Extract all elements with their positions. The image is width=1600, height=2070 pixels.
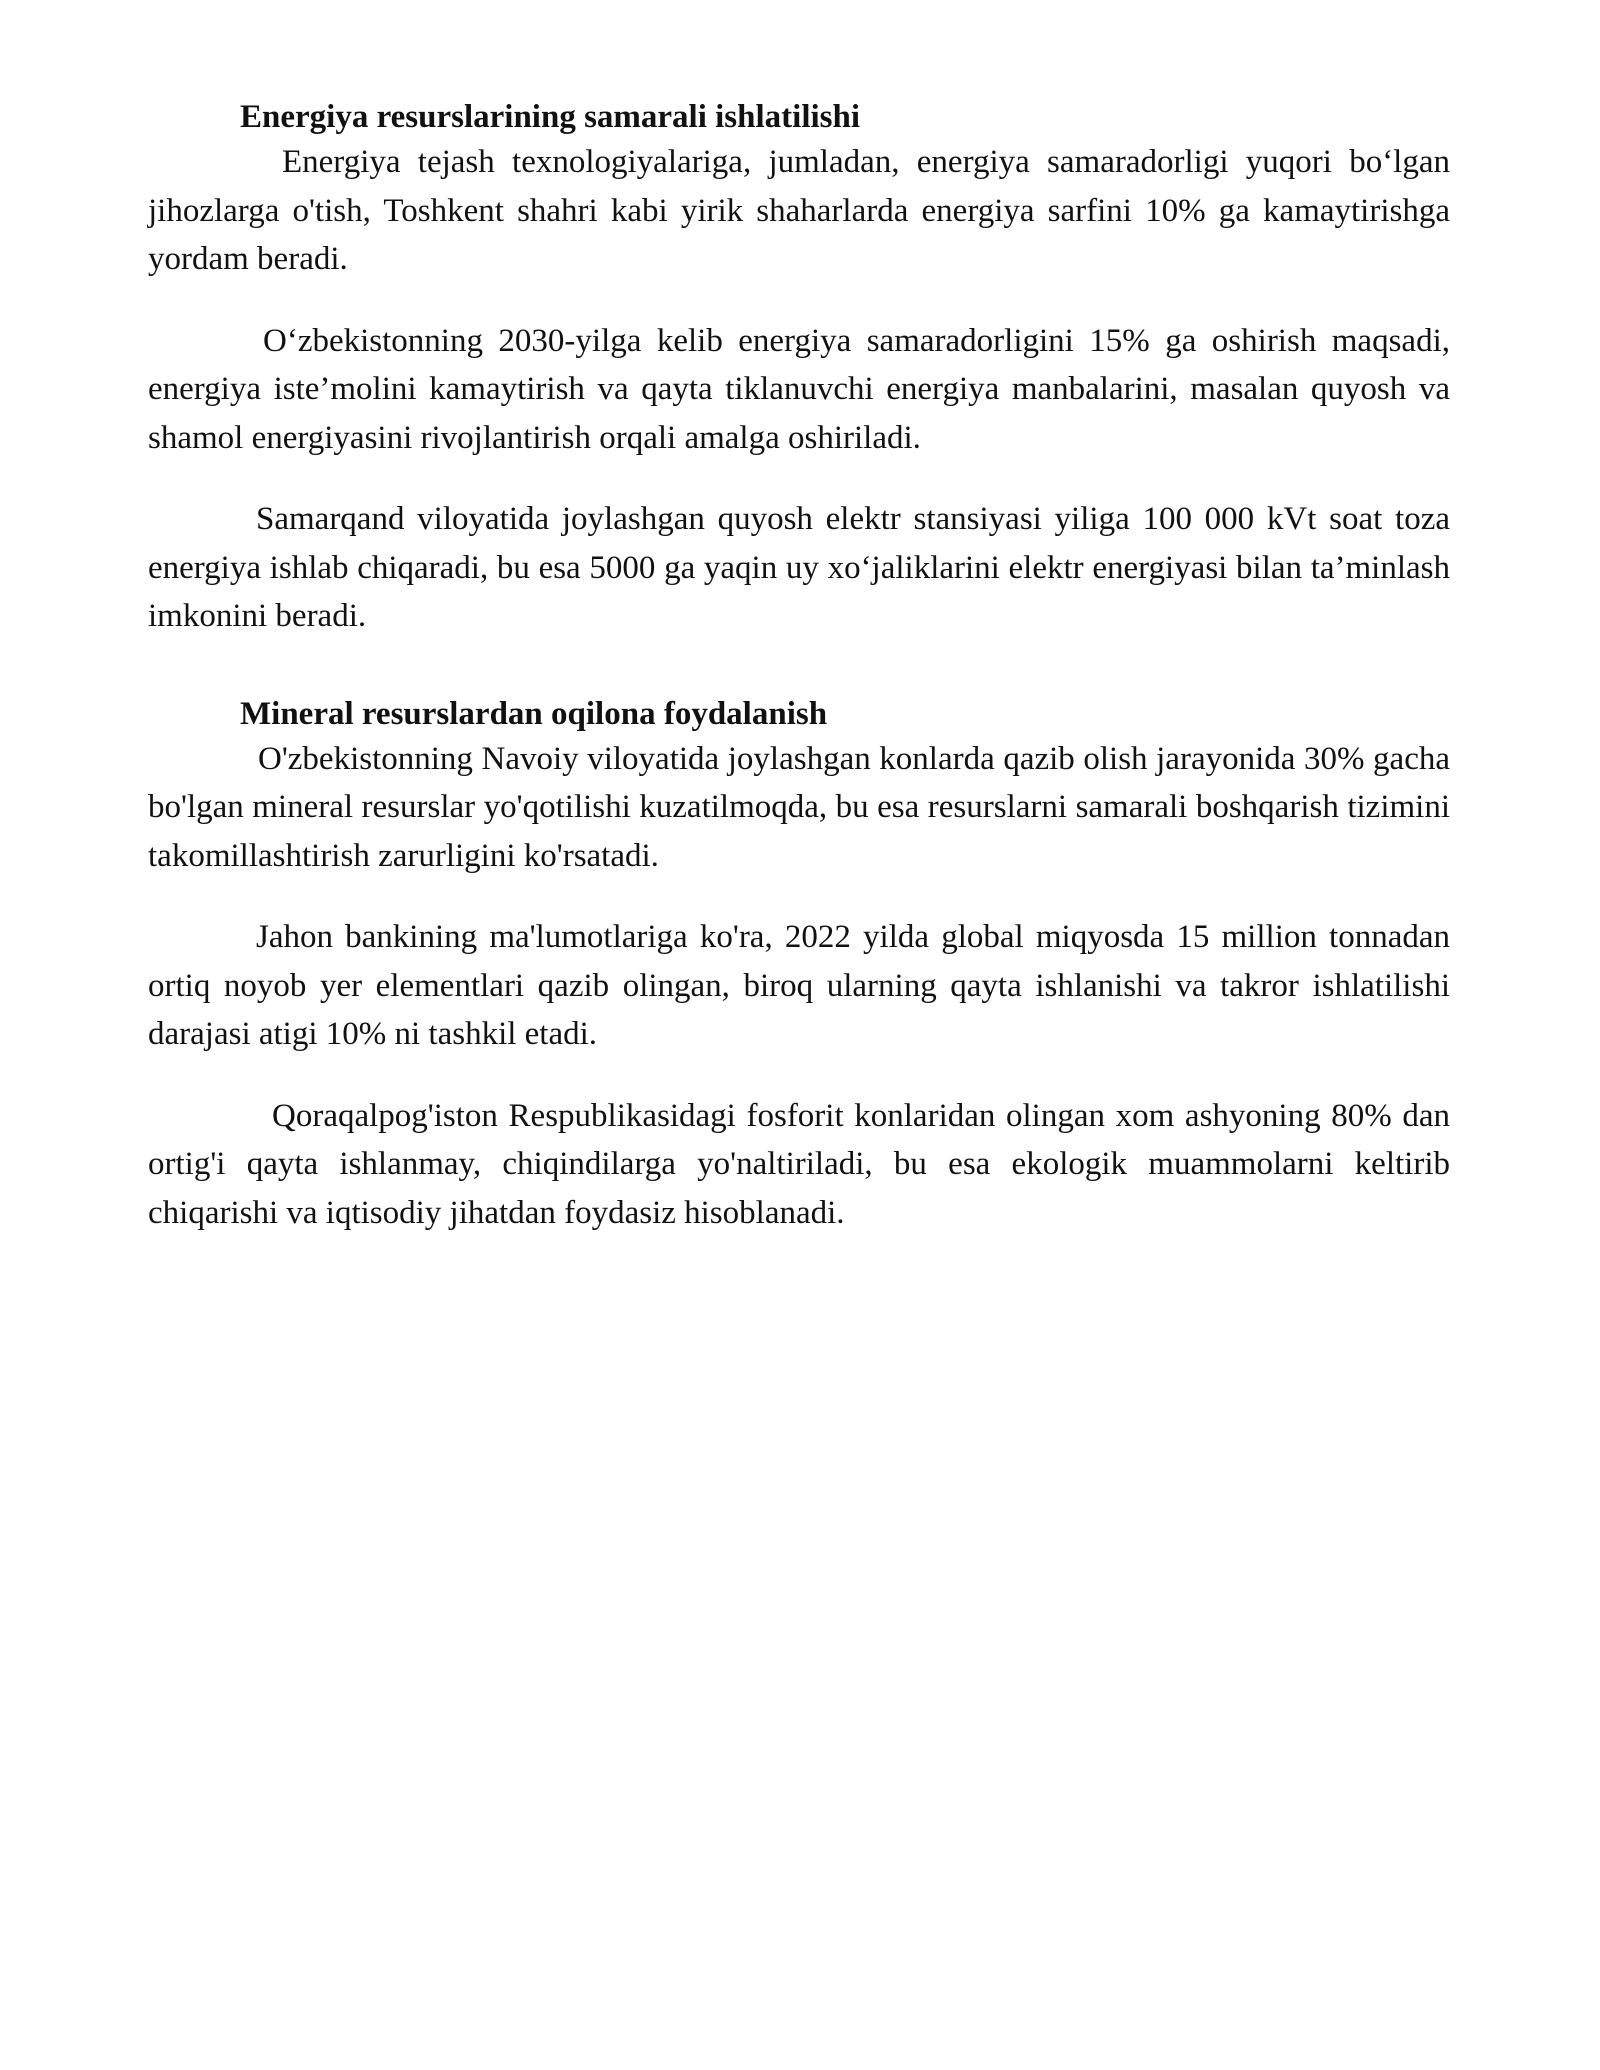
section-heading: Mineral resurslardan oqilona foydalanish: [240, 695, 828, 732]
paragraph: Jahon bankining ma'lumotlariga ko'ra, 2022 yilda global miqyosda 15 million tonnadan ortiq noyob yer elementlari qazib olingan, biroq ularning qayta ishlanishi va takror ishlatilishi darajasi atigi 10% ni tashkil etadi.: [148, 919, 1450, 1052]
paragraph: O'zbekistonning Navoiy viloyatida joylashgan konlarda qazib olish jarayonida 30% gacha bo'lgan mineral resurslar yo'qotilishi kuzatilmoqda, bu esa resurslarni samarali boshqarish tizimini takomillashtirish zarurligini ko'rsatadi.: [148, 740, 1450, 874]
section-heading: Energiya resurslarining samarali ishlatilishi: [240, 99, 861, 135]
paragraph: Qoraqalpog'iston Respublikasidagi fosforit konlaridan olingan xom ashyoning 80% dan ortig'i qayta ishlanmay, chiqindilarga yo'naltiriladi, bu esa ekologik muammolarni keltirib chiqarishi va iqtisodiy jihatdan foydasiz hisoblanadi.: [148, 1097, 1450, 1231]
paragraph: O‘zbekistonning 2030-yilga kelib energiya samaradorligini 15% ga oshirish maqsadi, energiya iste’molini kamaytirish va qayta tiklanuvchi energiya manbalarini, masalan quyosh va shamol energiyasini rivojlantirish orqali amalga oshiriladi.: [148, 322, 1450, 456]
paragraph: Samarqand viloyatida joylashgan quyosh elektr stansiyasi yiliga 100 000 kVt soat toza energiya ishlab chiqaradi, bu esa 5000 ga yaqin uy xo‘jaliklarini elektr energiyasi bilan ta’minlash imkonini beradi.: [148, 501, 1450, 634]
document-page: [148, 96, 1450, 1237]
section-minerals: [148, 693, 1450, 1238]
paragraph: Energiya tejash texnologiyalariga, jumladan, energiya samaradorligi yuqori bo‘lgan jihozlarga o'tish, Toshkent shahri kabi yirik shaharlarda energiya sarfini 10% ga kamaytirishga yordam beradi.: [148, 144, 1450, 277]
section-energy: [148, 96, 1450, 641]
